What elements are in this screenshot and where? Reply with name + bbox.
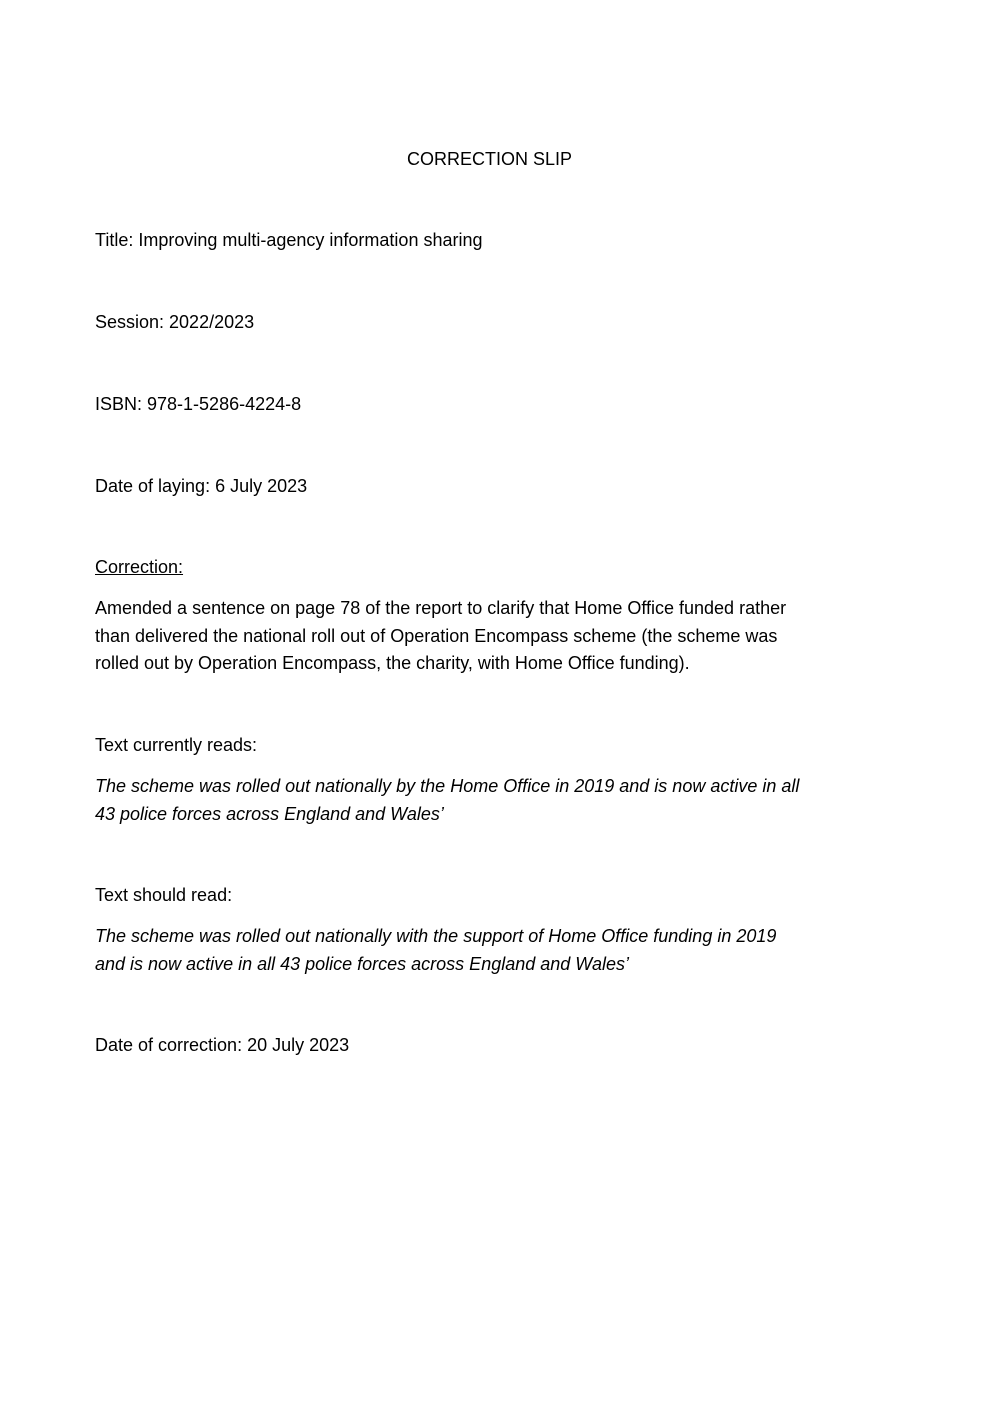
- text-line: than delivered the national roll out of Operation Encompass scheme (the scheme was: [95, 625, 778, 646]
- text-line: The scheme was rolled out nationally with the support of Home Office funding in 2019: [95, 926, 777, 946]
- current-text: [95, 773, 799, 828]
- date-of-laying: Date of laying: 6 July 2023: [95, 476, 308, 496]
- session: Session: 2022/2023: [95, 312, 255, 332]
- correction-description: [95, 595, 786, 678]
- document-title: Title: Improving multi-agency information sharing: [95, 230, 483, 250]
- text-line: rolled out by Operation Encompass, the charity, with Home Office funding).: [95, 653, 690, 673]
- text-line: Amended a sentence on page 78 of the report to clarify that Home Office funded rather: [95, 598, 787, 618]
- isbn: ISBN: 978-1-5286-4224-8: [95, 394, 302, 414]
- date-of-correction: Date of correction: 20 July 2023: [95, 1035, 350, 1055]
- correction-label: Correction:: [95, 557, 184, 577]
- should-text-label: Text should read:: [95, 885, 233, 905]
- current-text-label: Text currently reads:: [95, 735, 258, 755]
- text-line: and is now active in all 43 police forces across England and Wales’: [95, 953, 629, 974]
- should-text: [95, 923, 776, 978]
- text-line: 43 police forces across England and Wales’: [95, 803, 444, 824]
- text-line: The scheme was rolled out nationally by the Home Office in 2019 and is now active in all: [95, 776, 800, 796]
- page-heading: CORRECTION SLIP: [406, 149, 573, 169]
